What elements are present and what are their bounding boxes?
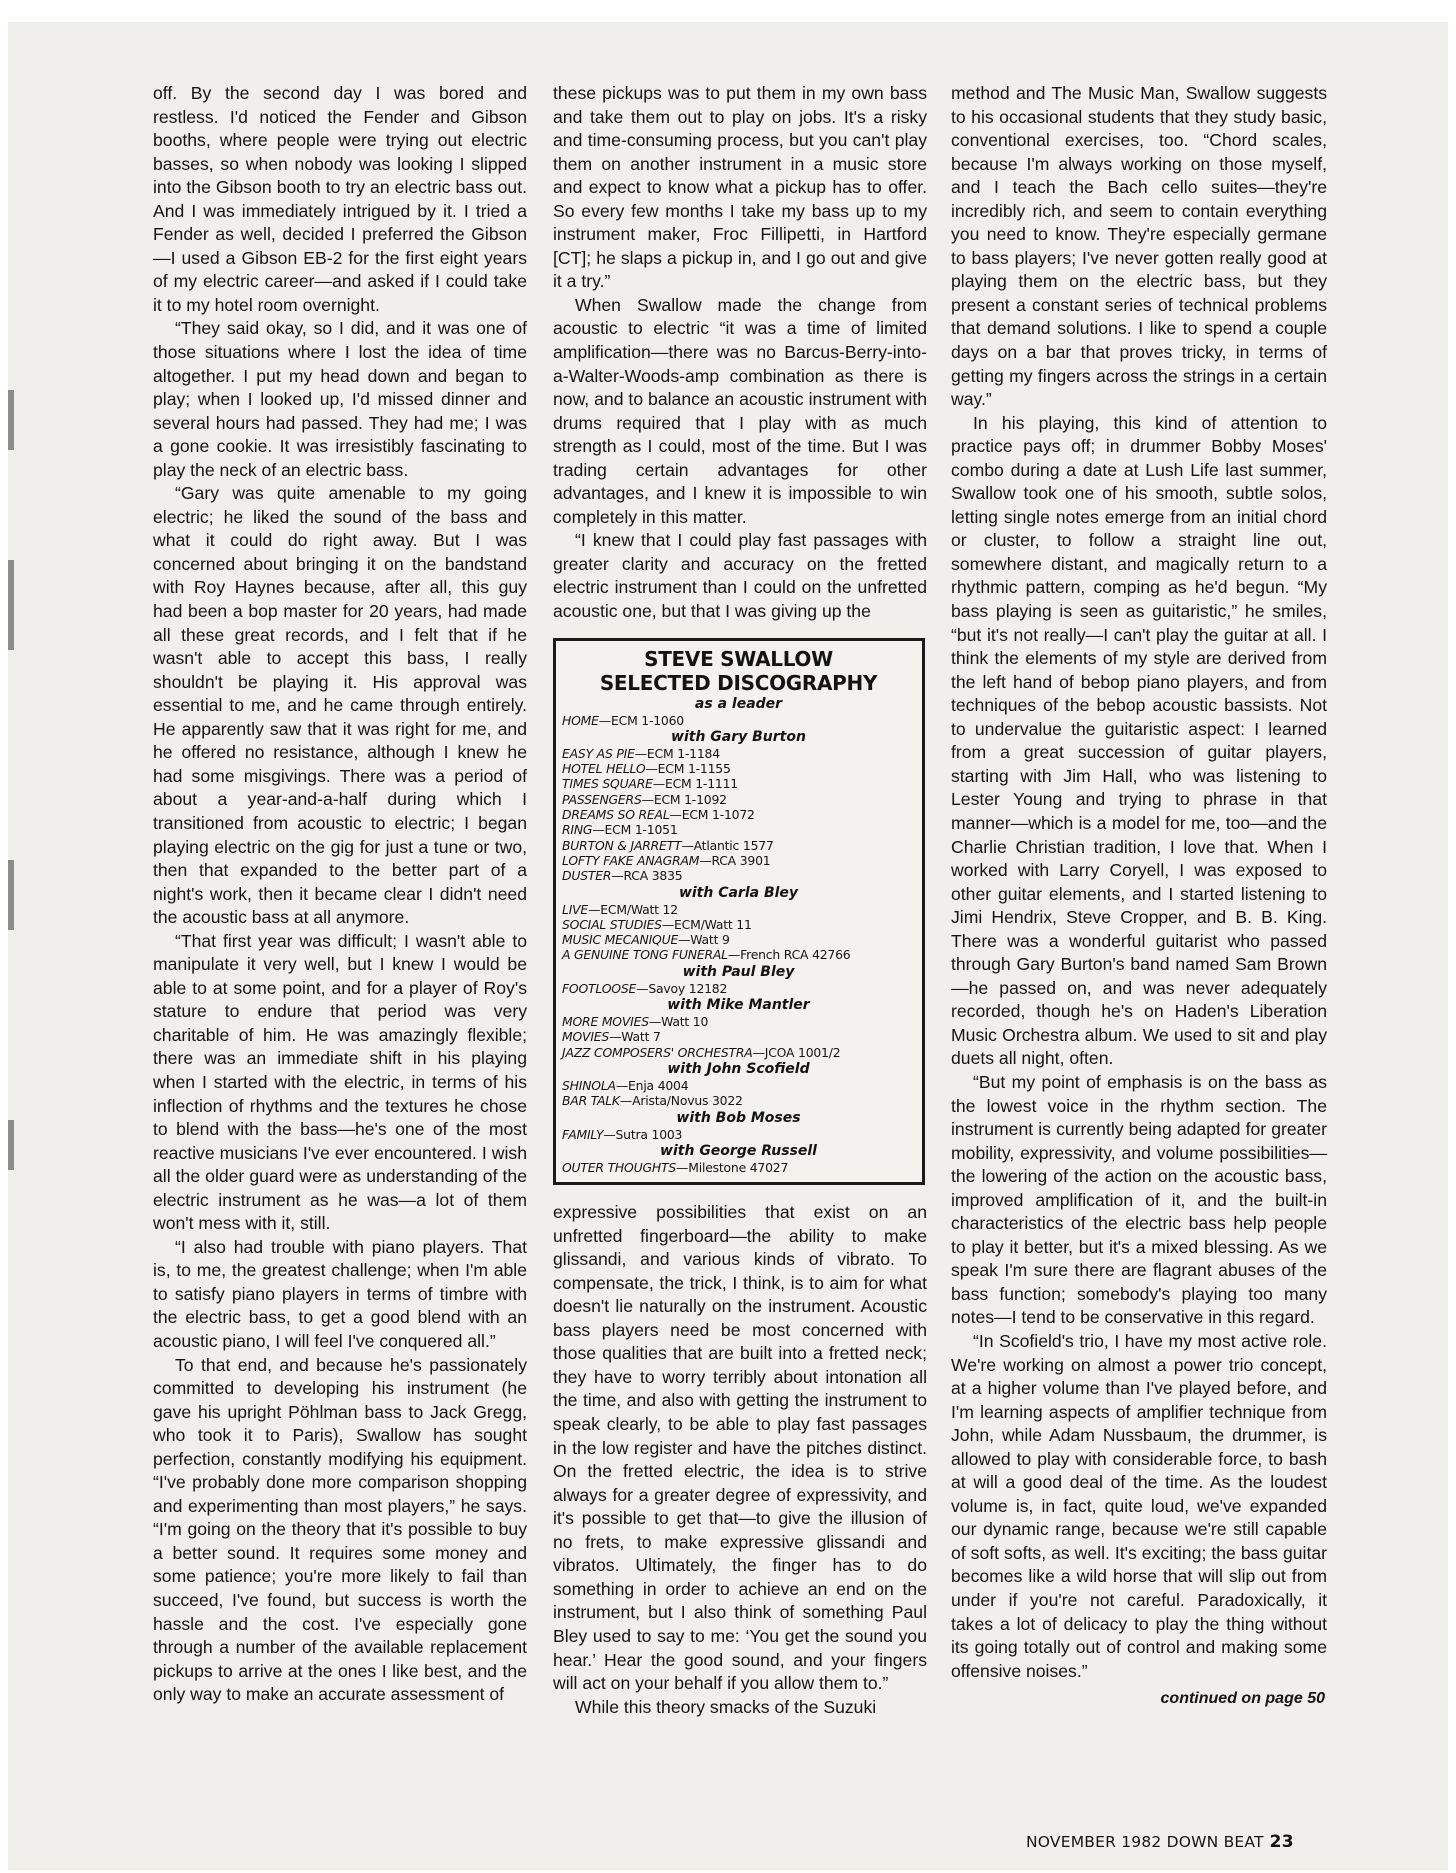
discography-section-heading: with Bob Moses (676, 1109, 801, 1126)
record-label: —ECM 1-1072 (669, 807, 755, 823)
record-label: —ECM 1-1111 (652, 776, 738, 792)
discography-entry (562, 807, 915, 822)
record-label: —ECM 1-1051 (592, 822, 678, 838)
discography-entry (562, 792, 915, 807)
album-title: DUSTER (562, 868, 612, 884)
album-title: MOVIES (562, 1029, 610, 1045)
record-label: —Watt 7 (609, 1029, 661, 1045)
paragraph: method and The Music Man, Swallow suggests to his occasional students that they study basic, conventional exercises, too. “Chord scales, because I'm always working on those myself, and I teach the Bach cello suites—they're incredibly rich, and seem to contain everything you need to know. They're especially germane to bass players; I've never gotten really good at playing them on the electric bass, but they present a constant series of technical problems that demand solutions. I like to spend a couple days on a bar that proves tricky, in terms of getting my fingers across the strings in a certain way.” (951, 83, 1327, 410)
record-label: —ECM 1-1092 (641, 791, 727, 807)
discography-entry (562, 902, 915, 917)
discography-entry (562, 868, 915, 883)
discography-entry (562, 776, 915, 791)
discography-subtitle: SELECTED DISCOGRAPHY (599, 670, 878, 695)
record-label: —RCA 3835 (611, 868, 683, 884)
discography-entry (562, 917, 915, 932)
album-title: PASSENGERS (562, 791, 642, 807)
discography-entry (562, 1093, 915, 1108)
discography-list (562, 696, 915, 1176)
record-label: —ECM/Watt 11 (661, 916, 752, 932)
album-title: A GENUINE TONG FUNERAL (562, 947, 728, 963)
binding-mark (8, 560, 14, 650)
record-label: —ECM 1-1184 (634, 745, 720, 761)
album-title: EASY AS PIE (562, 745, 635, 761)
record-label: —Savoy 12182 (636, 980, 728, 996)
album-title: MUSIC MECANIQUE (562, 932, 679, 948)
issue-label: NOVEMBER 1982 DOWN BEAT (1026, 1833, 1264, 1851)
album-title: LIVE (562, 901, 589, 917)
page-number: 23 (1269, 1832, 1294, 1852)
discography-entry (562, 822, 915, 837)
album-title: HOME (562, 712, 599, 728)
discography-entry (562, 746, 915, 761)
record-label: —JCOA 1001/2 (752, 1044, 841, 1060)
paragraph: “They said okay, so I did, and it was one of those situations where I lost the idea of time altogether. I put my head down and began to play; when I looked up, I'd missed dinner and several hours had passed. They had me; I was a gone cookie. It was irresistibly fascinating to play the neck of an electric bass. (153, 318, 527, 480)
binding-mark (8, 390, 14, 450)
discography-entry (562, 1127, 915, 1142)
discography-entry (562, 1160, 915, 1175)
discography-entry (562, 1045, 915, 1060)
discography-section-heading: with Paul Bley (682, 963, 795, 980)
paragraph: “I knew that I could play fast passages with greater clarity and accuracy on the fretted electric instrument than I could on the unfretted acoustic one, but that I was giving up the (553, 530, 927, 622)
album-title: BAR TALK (562, 1093, 620, 1109)
album-title: OUTER THOUGHTS (562, 1159, 677, 1175)
paragraph: When Swallow made the change from acoustic to electric “it was a time of limited amplification—there was no Barcus-Berry-into-a-Walter-Woods-amp combination as there is now, and to balance an acoustic instrument with drums required that I play with as much strength as I could, most of the time. But I was trading certain advantages for other advantages, and I knew it is impossible to win completely in this matter. (553, 294, 927, 527)
album-title: SHINOLA (562, 1077, 616, 1093)
discography-entry (562, 981, 915, 996)
album-title: SOCIAL STUDIES (562, 916, 662, 932)
record-label: —Sutra 1003 (603, 1126, 683, 1142)
record-label: —Enja 4004 (615, 1077, 689, 1093)
article-column-3 (951, 82, 1327, 1711)
album-title: MORE MOVIES (562, 1014, 649, 1030)
paragraph: “In Scofield's trio, I have my most active role. We're working on almost a power trio concept, at a higher volume than I've played before, and I'm learning aspects of amplifier technique from John, while Adam Nussbaum, the drummer, is allowed to play with considerable force, to bash at will a good deal of the time. As the loudest volume is, in fact, quite loud, we've expanded our dynamic range, because we're still capable of soft softs, as well. It's exciting; the bass guitar becomes like a wild horse that will slip out from under if you're not careful. Paradoxically, it takes a lot of delicacy to play the thing without its going totally out of control and making some offensive noises.” (951, 1330, 1327, 1681)
binding-mark (8, 860, 14, 930)
album-title: FAMILY (562, 1126, 604, 1142)
discography-entry (562, 947, 915, 962)
discography-entry (562, 1014, 915, 1029)
discography-entry (562, 1029, 915, 1044)
paragraph: “But my point of emphasis is on the bass as the lowest voice in the rhythm section. The instrument is currently being adapted for greater mobility, expressivity, and volume possibilities—the lowering of the action on the acoustic bass, improved amplification of it, and the built-in characteristics of the electric bass help people to play it better, but it's a mixed blessing. As we speak I'm sure there are flagrant abuses of the bass function; somebody's playing too many notes—I tend to be conservative in this regard. (951, 1071, 1327, 1328)
article-column-2 (553, 82, 927, 1719)
record-label: —ECM/Watt 12 (588, 901, 678, 917)
discography-entry (562, 761, 915, 776)
page-footer (1026, 1832, 1294, 1852)
record-label: —Watt 9 (678, 932, 730, 948)
record-label: —RCA 3901 (699, 852, 771, 868)
paragraph: “I also had trouble with piano players. That is, to me, the greatest challenge; when I'm able to satisfy piano players in terms of timbre with the electric bass, to get a good blend with an acoustic piano, I will feel I've conquered all.” (153, 1236, 527, 1351)
discography-section-heading: with George Russell (660, 1142, 817, 1159)
discography-entry (562, 853, 915, 868)
paragraph: “Gary was quite amenable to my going electric; he liked the sound of the bass and what it could do right away. But I was concerned about bringing it on the bandstand with Roy Haynes because, after all, this guy had been a bop master for 20 years, had made all these great records, and I felt that if he wasn't able to accept this bass, I really shouldn't be playing it. His approval was essential to me, and he came through entirely. He apparently saw that it was right for me, and he offered no resistance, although I knew he had some misgivings. There was a period of about a year-and-a-half during which I transitioned from acoustic to electric; I began playing electric on the gig for just a tune or two, then that expanded to the better part of a night's work, then it became clear I didn't need the acoustic bass at all anymore. (153, 483, 527, 928)
discography-title: STEVE SWALLOW (644, 646, 833, 671)
album-title: RING (562, 822, 593, 838)
article-column-1 (153, 82, 527, 1707)
discography-entry (562, 838, 915, 853)
record-label: —Arista/Novus 3022 (619, 1093, 743, 1109)
discography-entry (562, 713, 915, 728)
binding-mark (8, 1120, 14, 1170)
discography-entry (562, 1078, 915, 1093)
discography-section-heading: as a leader (694, 695, 783, 712)
album-title: BURTON & JARRETT (562, 837, 682, 853)
continued-notice: continued on page 50 (1160, 1690, 1325, 1708)
paragraph: these pickups was to put them in my own bass and take them out to play on jobs. It's a risky and time-consuming process, but you can't play them on another instrument in a music store and expect to know what a pickup has to offer. So every few months I take my bass up to my instrument maker, Froc Fillipetti, in Hartford [CT]; he slaps a pickup in, and I go out and give it a try.” (553, 83, 927, 292)
album-title: DREAMS SO REAL (562, 807, 670, 823)
album-title: JAZZ COMPOSERS' ORCHESTRA (562, 1044, 753, 1060)
discography-entry (562, 932, 915, 947)
discography-section-heading: with Mike Mantler (667, 997, 810, 1014)
paragraph: To that end, and because he's passionately committed to developing his instrument (he gave his upright Pöhlman bass to Jack Gregg, who took it to Paris), Swallow has sought perfection, constantly modifying his equipment. “I've probably done more comparison shopping and experimenting than most players,” he says. “I'm going on the theory that it's possible to buy a better sound. It requires some money and some patience; you're more likely to fail than succeed, I've found, but success is worth the hassle and the cost. I've especially gone through a number of the available replacement pickups to arrive at the ones I like best, and the only way to make an accurate assessment of (153, 1354, 527, 1705)
album-title: HOTEL HELLO (562, 761, 646, 777)
album-title: LOFTY FAKE ANAGRAM (562, 852, 700, 868)
paragraph: In his playing, this kind of attention to practice pays off; in drummer Bobby Moses' combo during a date at Lush Life last summer, Swallow took one of his smooth, subtle solos, letting single notes emerge from an initial chord or cluster, to follow a straight line out, somewhere distant, and magically return to a rhythmic pattern, comping as he'd begun. “My bass playing is seen as guitaristic,” he smiles, “but it's not really—I can't play the guitar at all. I think the elements of my style are derived from the left hand of bebop piano players, and from techniques of the bebop acoustic bassists. Not to undervalue the guitaristic aspect: I learned from a great succession of guitar players, starting with Jim Hall, who was listening to Lester Young and trying to phrase in that manner—which is a model for me, too—and the Charlie Christian tradition, I love that. When I worked with Larry Coryell, I was exposed to other guitar elements, and I started listening to Jimi Hendrix, Steve Cropper, and B. B. King. There was a wonderful guitarist who passed through Gary Burton's band named Sam Brown—he passed on, and was never adequately recorded, though he's on Haden's Liberation Music Orchestra album. We used to sit and play duets all night, often. (951, 412, 1327, 1069)
paragraph: expressive possibilities that exist on an unfretted fingerboard—the ability to make glissandi, and various kinds of vibrato. To compensate, the trick, I think, is to aim for what doesn't lie naturally on the instrument. Acoustic bass players need be most concerned with those qualities that are built into a fretted neck; they have to worry terribly about intonation all the time, and also with getting the instrument to speak clearly, to be able to play fast passages in the low register and have the pitches distinct. On the fretted electric, the idea is to strive always for a greater degree of expressivity, and it's possible to get that—to give the illusion of no frets, to make expressive glissandi and vibratos. Ultimately, the finger has to do something in order to achieve an end on the instrument, but I also think of something Paul Bley used to say to me: ‘You get the sound you hear.’ Hear the good sound, and your fingers will act on your behalf if you allow them to.” (553, 1202, 927, 1694)
discography-box (553, 638, 925, 1186)
record-label: —ECM 1-1060 (598, 712, 684, 728)
record-label: —French RCA 42766 (727, 947, 851, 963)
album-title: FOOTLOOSE (562, 980, 637, 996)
album-title: TIMES SQUARE (562, 776, 653, 792)
record-label: —Watt 10 (648, 1014, 709, 1030)
paragraph: “That first year was difficult; I wasn't able to manipulate it very well, but I knew I would be able to at some point, and for a player of Roy's stature to endure that period was very charitable of him. He was amazingly flexible; there was an immediate shift in his playing when I started with the electric, in terms of his inflection of rhythms and the textures he chose to blend with the bass—he's one of the most reactive musicians I've ever encountered. I wish all the older guard were as understanding of the electric instrument as he was—a lot of them won't mess with it, still. (153, 930, 527, 1234)
discography-section-heading: with Carla Bley (678, 884, 799, 901)
record-label: —Milestone 47027 (676, 1159, 789, 1175)
record-label: —Atlantic 1577 (681, 837, 774, 853)
discography-section-heading: with Gary Burton (671, 728, 806, 745)
discography-section-heading: with John Scofield (667, 1060, 810, 1077)
paragraph: off. By the second day I was bored and restless. I'd noticed the Fender and Gibson booths, where people were trying out electric basses, so when nobody was looking I slipped into the Gibson booth to try an electric bass out. And I was immediately intrigued by it. I tried a Fender as well, decided I preferred the Gibson—I used a Gibson EB-2 for the first eight years of my electric career—and asked if I could take it to my hotel room overnight. (153, 83, 527, 315)
paragraph: While this theory smacks of the Suzuki (575, 1696, 877, 1717)
record-label: —ECM 1-1155 (645, 761, 731, 777)
